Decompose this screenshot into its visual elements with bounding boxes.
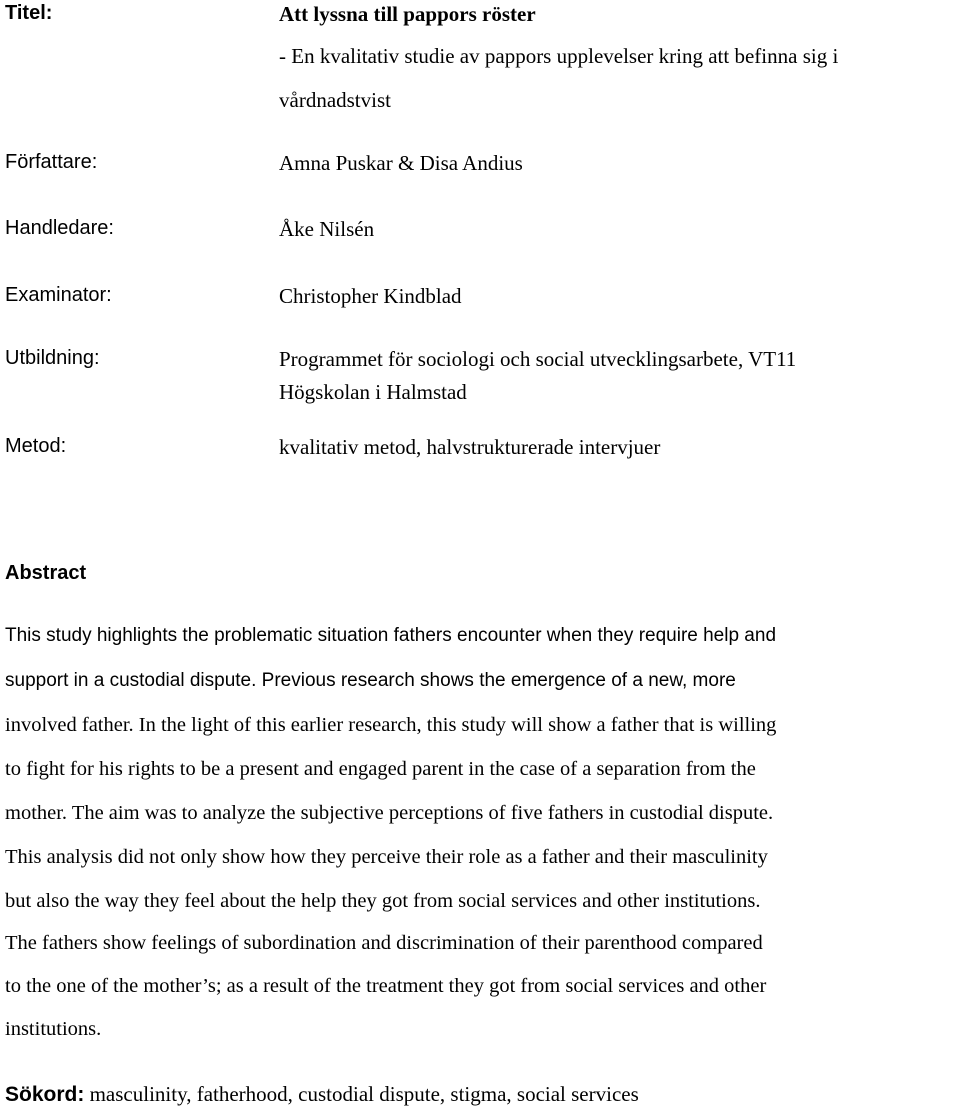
abstract-line: mother. The aim was to analyze the subjective perceptions of five fathers in custodial dispute. — [5, 802, 774, 824]
author-label: Författare: — [5, 151, 98, 173]
examiner-label: Examinator: — [5, 284, 112, 306]
thesis-subtitle-line-2: vårdnadstvist — [279, 88, 391, 112]
thesis-title: Att lyssna till pappors röster — [279, 2, 536, 26]
method-value: kvalitativ metod, halvstrukturerade intervjuer — [279, 435, 661, 459]
title-label: Titel: — [5, 2, 53, 24]
abstract-line: This analysis did not only show how they perceive their role as a father and their masculinity — [5, 846, 768, 868]
abstract-line: to fight for his rights to be a present and engaged parent in the case of a separation from the — [5, 758, 756, 780]
keywords-text: masculinity, fatherhood, custodial dispute, stigma, social services — [84, 1082, 639, 1106]
education-label: Utbildning: — [5, 347, 100, 369]
education-value-line-1: Programmet för sociologi och social utvecklingsarbete, VT11 — [279, 347, 797, 371]
abstract-line: support in a custodial dispute. Previous research shows the emergence of a new, more — [5, 670, 736, 691]
abstract-line: institutions. — [5, 1018, 102, 1040]
examiner-value: Christopher Kindblad — [279, 284, 462, 308]
keywords-line — [5, 1082, 639, 1107]
method-label: Metod: — [5, 435, 67, 457]
abstract-line: but also the way they feel about the help they got from social services and other institutions. — [5, 890, 761, 912]
abstract-line: involved father. In the light of this earlier research, this study will show a father that is willing — [5, 714, 777, 736]
abstract-line: The fathers show feelings of subordination and discrimination of their parenthood compared — [5, 932, 763, 954]
supervisor-value: Åke Nilsén — [279, 217, 375, 241]
abstract-heading: Abstract — [5, 562, 87, 584]
thesis-subtitle-line-1: - En kvalitativ studie av pappors upplevelser kring att befinna sig i — [279, 44, 839, 68]
abstract-line: This study highlights the problematic situation fathers encounter when they require help and — [5, 625, 777, 646]
keywords-label: Sökord: — [5, 1083, 85, 1106]
authors-value: Amna Puskar & Disa Andius — [279, 151, 523, 175]
supervisor-label: Handledare: — [5, 217, 114, 239]
abstract-line: to the one of the mother’s; as a result of the treatment they got from social services and other — [5, 975, 767, 997]
education-value-line-2: Högskolan i Halmstad — [279, 380, 467, 404]
